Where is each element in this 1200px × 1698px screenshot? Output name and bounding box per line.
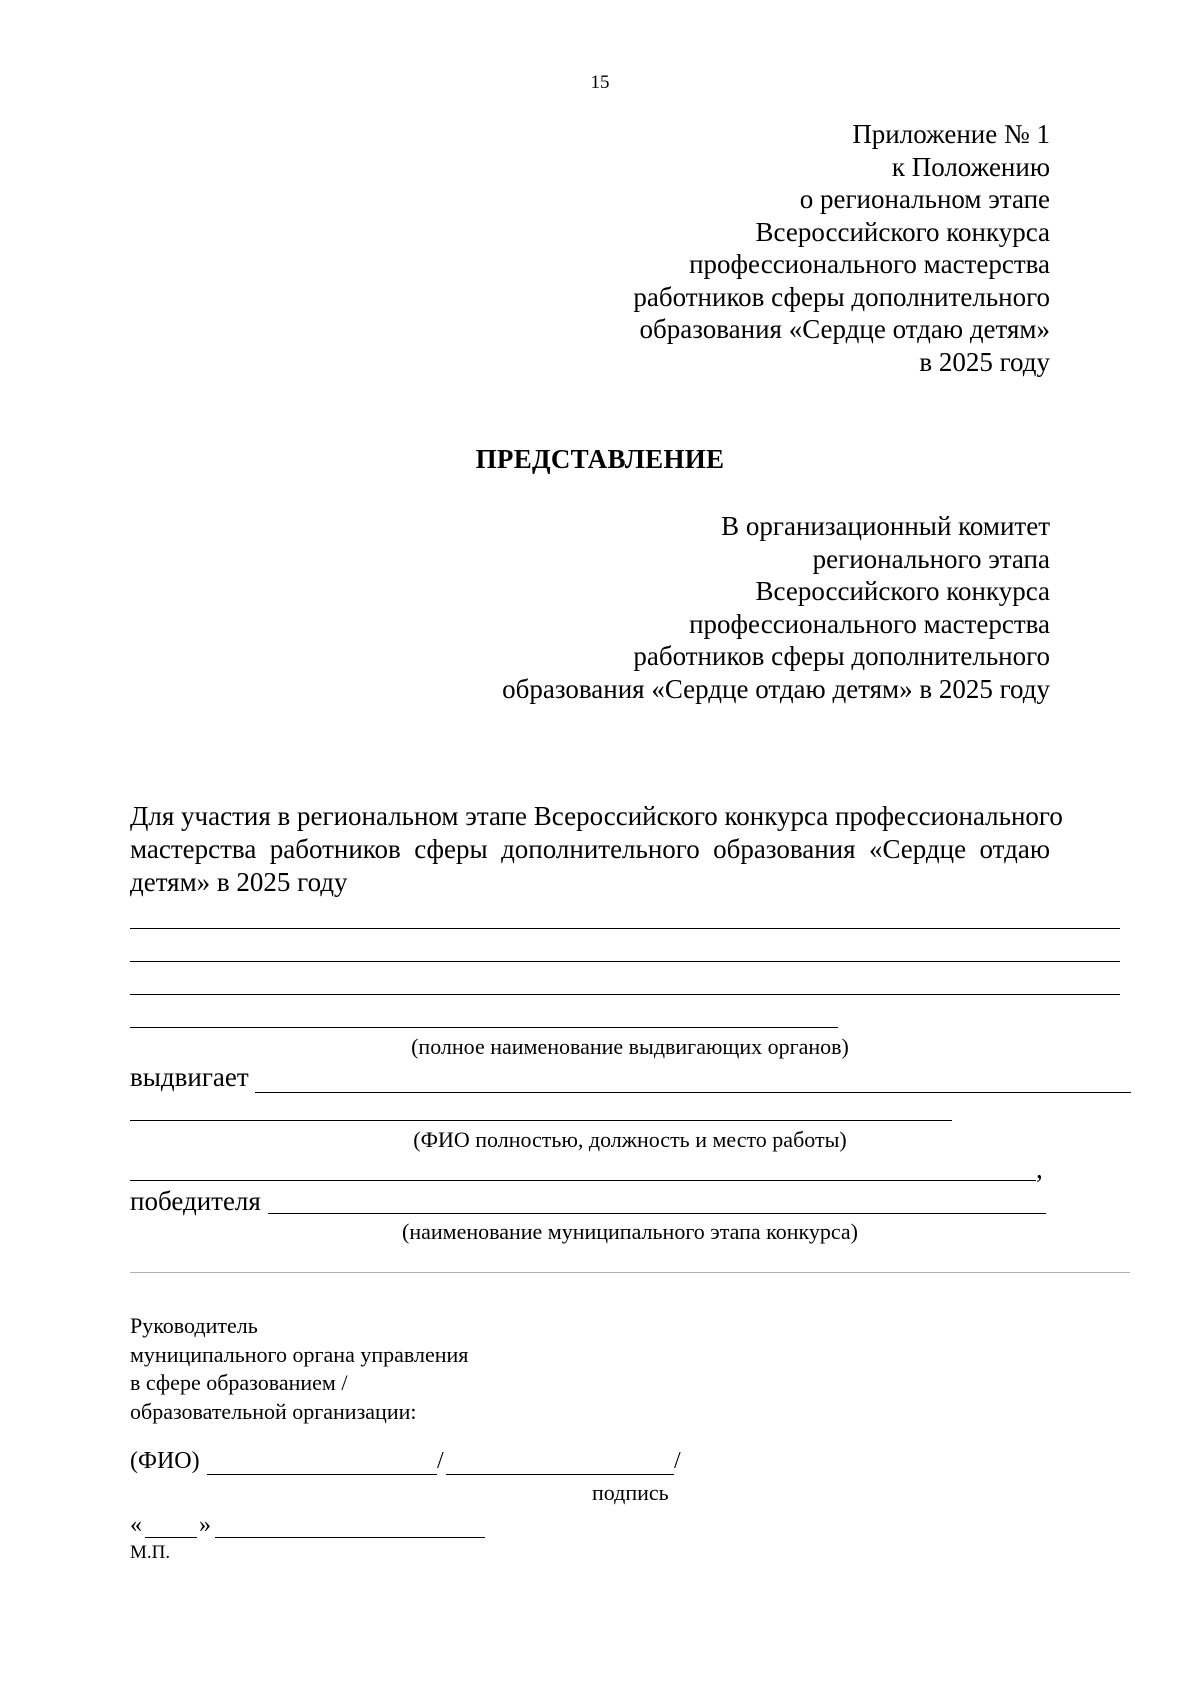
- blank-line-organs[interactable]: [130, 961, 1120, 962]
- annex-line: в 2025 году: [919, 346, 1050, 377]
- quote-open: «: [130, 1512, 142, 1538]
- addressee-block: [502, 510, 1050, 705]
- addressee-line: Всероссийского конкурса: [755, 576, 1050, 606]
- page-number: 15: [590, 72, 610, 93]
- intro-line: Для участия в региональном этапе Всероссийского конкурса профессионального: [130, 801, 1063, 831]
- addressee-line: образования «Сердце отдаю детям» в 2025 году: [502, 673, 1050, 704]
- addressee-line: работников сферы дополнительного: [633, 641, 1050, 671]
- blank-line-person[interactable]: [130, 1180, 1036, 1181]
- winner-label: победителя: [130, 1186, 261, 1216]
- annex-line: к Положению: [891, 151, 1050, 182]
- signature-caption: подпись: [592, 1480, 669, 1505]
- annex-heading: [633, 118, 1050, 378]
- intro-paragraph: [130, 800, 1063, 899]
- caption-person: (ФИО полностью, должность и место работы): [413, 1127, 847, 1152]
- document-title: ПРЕДСТАВЛЕНИЕ: [475, 444, 725, 474]
- blank-line-nominee[interactable]: [130, 1120, 952, 1121]
- signer-line: в сфере образованием /: [130, 1370, 348, 1395]
- quote-close: »: [199, 1512, 211, 1538]
- annex-line: о региональном этапе: [799, 184, 1050, 214]
- blank-line-organs[interactable]: [130, 928, 1120, 929]
- annex-line: образования «Сердце отдаю детям»: [639, 314, 1050, 344]
- stamp-label: М.П.: [130, 1542, 171, 1563]
- blank-line-signature[interactable]: [446, 1474, 674, 1475]
- signer-line: муниципального органа управления: [130, 1341, 469, 1367]
- addressee-line: профессионального мастерства: [689, 608, 1050, 639]
- addressee-line: регионального этапа: [812, 543, 1050, 574]
- blank-line-nominee[interactable]: [255, 1092, 1131, 1093]
- slash-separator: /: [674, 1448, 681, 1474]
- annex-line: Приложение № 1: [852, 119, 1050, 149]
- caption-organs: (полное наименование выдвигающих органов): [411, 1034, 849, 1059]
- signer-block: [130, 1312, 468, 1426]
- slash-separator: /: [437, 1448, 444, 1474]
- annex-line: работников сферы дополнительного: [633, 281, 1050, 312]
- signer-line: Руководитель: [130, 1313, 258, 1338]
- separator-line: [130, 1272, 1130, 1273]
- annex-line: Всероссийского конкурса: [755, 216, 1050, 247]
- nominates-label: выдвигает: [130, 1062, 249, 1092]
- blank-line-date[interactable]: [215, 1537, 485, 1538]
- blank-line-day[interactable]: [145, 1537, 197, 1538]
- caption-stage: (наименование муниципального этапа конкурса): [402, 1219, 858, 1244]
- intro-line: детям» в 2025 году: [130, 867, 348, 897]
- fio-label: (ФИО): [130, 1448, 200, 1474]
- blank-line-organs[interactable]: [130, 1027, 838, 1028]
- annex-line: профессионального мастерства: [689, 249, 1050, 279]
- signer-line: образовательной организации:: [130, 1398, 417, 1424]
- addressee-line: В организационный комитет: [721, 511, 1050, 541]
- comma: ,: [1036, 1154, 1043, 1184]
- blank-line-stage[interactable]: [268, 1213, 1046, 1214]
- intro-line: мастерства работников сферы дополнительного образования «Сердце отдаю: [130, 834, 1050, 864]
- blank-line-fio[interactable]: [207, 1474, 437, 1475]
- blank-line-organs[interactable]: [130, 994, 1120, 995]
